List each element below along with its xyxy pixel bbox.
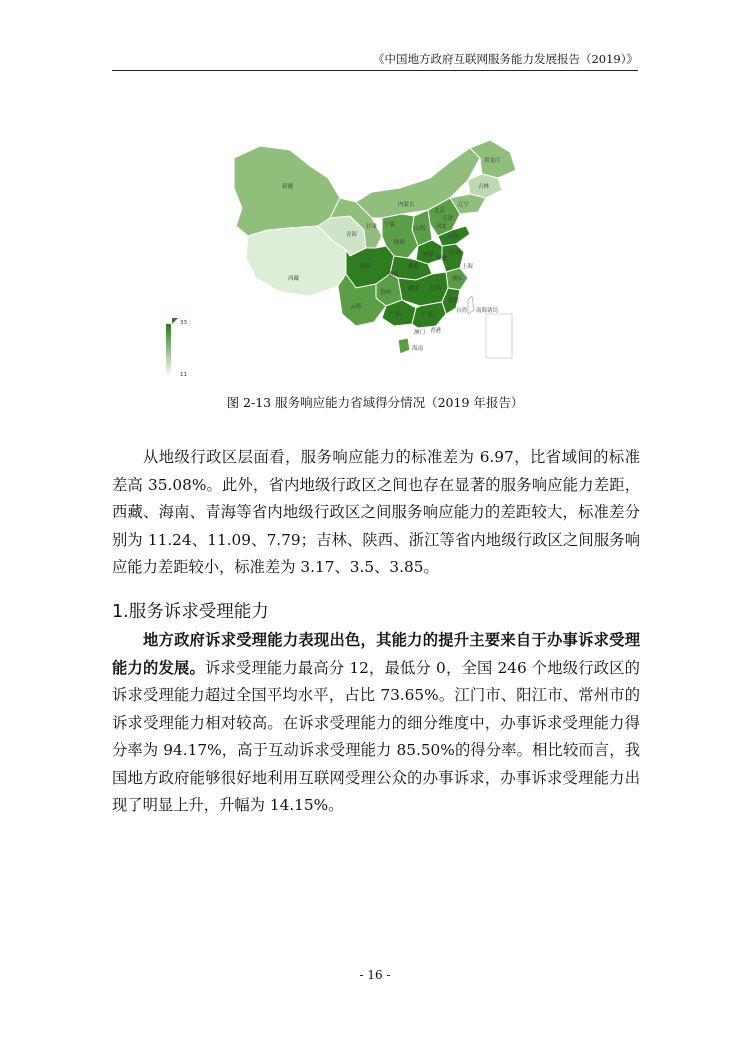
- label-shandong: 山东: [448, 234, 460, 240]
- label-nanhai: 南海诸岛: [476, 308, 499, 314]
- label-sichuan: 四川: [360, 264, 372, 270]
- region-taiwan: [468, 296, 474, 314]
- label-qinghai: 青海: [346, 232, 358, 238]
- label-jiangxi: 江西: [430, 286, 442, 292]
- label-guangdong: 广东: [422, 312, 434, 318]
- label-hubei: 湖北: [408, 264, 420, 270]
- label-tianjin: 天津: [442, 216, 454, 222]
- label-fujian: 福建: [448, 298, 460, 304]
- label-anhui: 安徽: [436, 256, 448, 262]
- label-ningxia: 宁夏: [384, 222, 396, 228]
- running-header: 《中国地方政府互联网服务能力发展报告（2019）》: [112, 50, 638, 71]
- label-xinjiang: 新疆: [282, 184, 294, 190]
- label-aomen: 澳门: [414, 330, 426, 336]
- paragraph-body-text: 诉求受理能力最高分 12，最低分 0，全国 246 个地级行政区的诉求受理能力超过全国平均水平，占比 73.65%。江门市、阳江市、常州市的诉求受理能力相对较高。在诉求受理能力的细分维度中，办事诉求受理能力得分率为 94.17%，高于互动诉求受理能力 85.50%的得分率。相比较而言，我国地方政府能够很好地利用互联网受理公众的办事诉求，办事诉求受理能力出现了明显上升，升幅为 14.15%。: [112, 658, 640, 814]
- label-shanxi: 山西: [414, 226, 426, 232]
- label-liaoning: 辽宁: [458, 202, 470, 208]
- legend-max: 33: [180, 320, 187, 326]
- label-jilin: 吉林: [478, 184, 490, 190]
- label-hainan: 海南: [412, 346, 424, 352]
- label-yunnan: 云南: [350, 304, 362, 310]
- label-xianggang: 香港: [430, 328, 442, 334]
- label-guangxi: 广西: [390, 312, 402, 318]
- figure-caption: 图 2-13 服务响应能力省域得分情况（2019 年报告）: [226, 395, 524, 410]
- label-gansu: 甘肃: [366, 224, 378, 230]
- body-paragraph-1: 从地级行政区层面看，服务响应能力的标准差为 6.97，比省域间的标准差高 35.08%。此外，省内地级行政区之间也存在显著的服务响应能力差距，西藏、海南、青海等省内地级行政区之间服务响应能力的差距较大，标准差分别为 11.24、11.09、7.79；吉林、陕西、浙江等省内地级行政区之间服务响应能力差距较小，标准差为 3.17、3.5、3.85。: [112, 448, 640, 576]
- label-zhejiang: 浙江: [452, 276, 464, 282]
- label-beijing: 北京: [434, 208, 446, 214]
- label-chongqing: 重庆: [388, 272, 400, 278]
- body-paragraph-2: [112, 627, 640, 820]
- label-guizhou: 贵州: [380, 290, 392, 296]
- map-svg: [150, 118, 570, 388]
- legend-bar: [166, 324, 171, 374]
- paragraph-lead-bold: 地方政府诉求受理能力表现出色，其能力的提升主要来自于办事诉求受理能力的发展。: [112, 631, 640, 677]
- label-henan: 河南: [422, 252, 434, 258]
- label-neimenggu: 内蒙古: [398, 202, 415, 208]
- label-shanghai: 上海: [462, 264, 474, 270]
- legend-min: 11: [180, 372, 187, 378]
- section-heading: 1.服务诉求受理能力: [112, 602, 269, 622]
- page-number: - 16 -: [359, 968, 391, 982]
- china-province-map: [150, 118, 570, 388]
- label-shaanxi: 陕西: [394, 240, 406, 246]
- label-taiwan: 台湾: [456, 308, 468, 314]
- label-hunan: 湖南: [408, 286, 420, 292]
- label-xizang: 西藏: [288, 276, 300, 282]
- region-hainan: [398, 338, 410, 354]
- label-heilongjiang: 黑龙江: [484, 158, 501, 164]
- label-hebei: 河北: [436, 224, 448, 230]
- legend-handle-top: [172, 318, 178, 324]
- label-jiangsu: 江苏: [450, 250, 462, 256]
- nanhai-inset: [486, 314, 512, 358]
